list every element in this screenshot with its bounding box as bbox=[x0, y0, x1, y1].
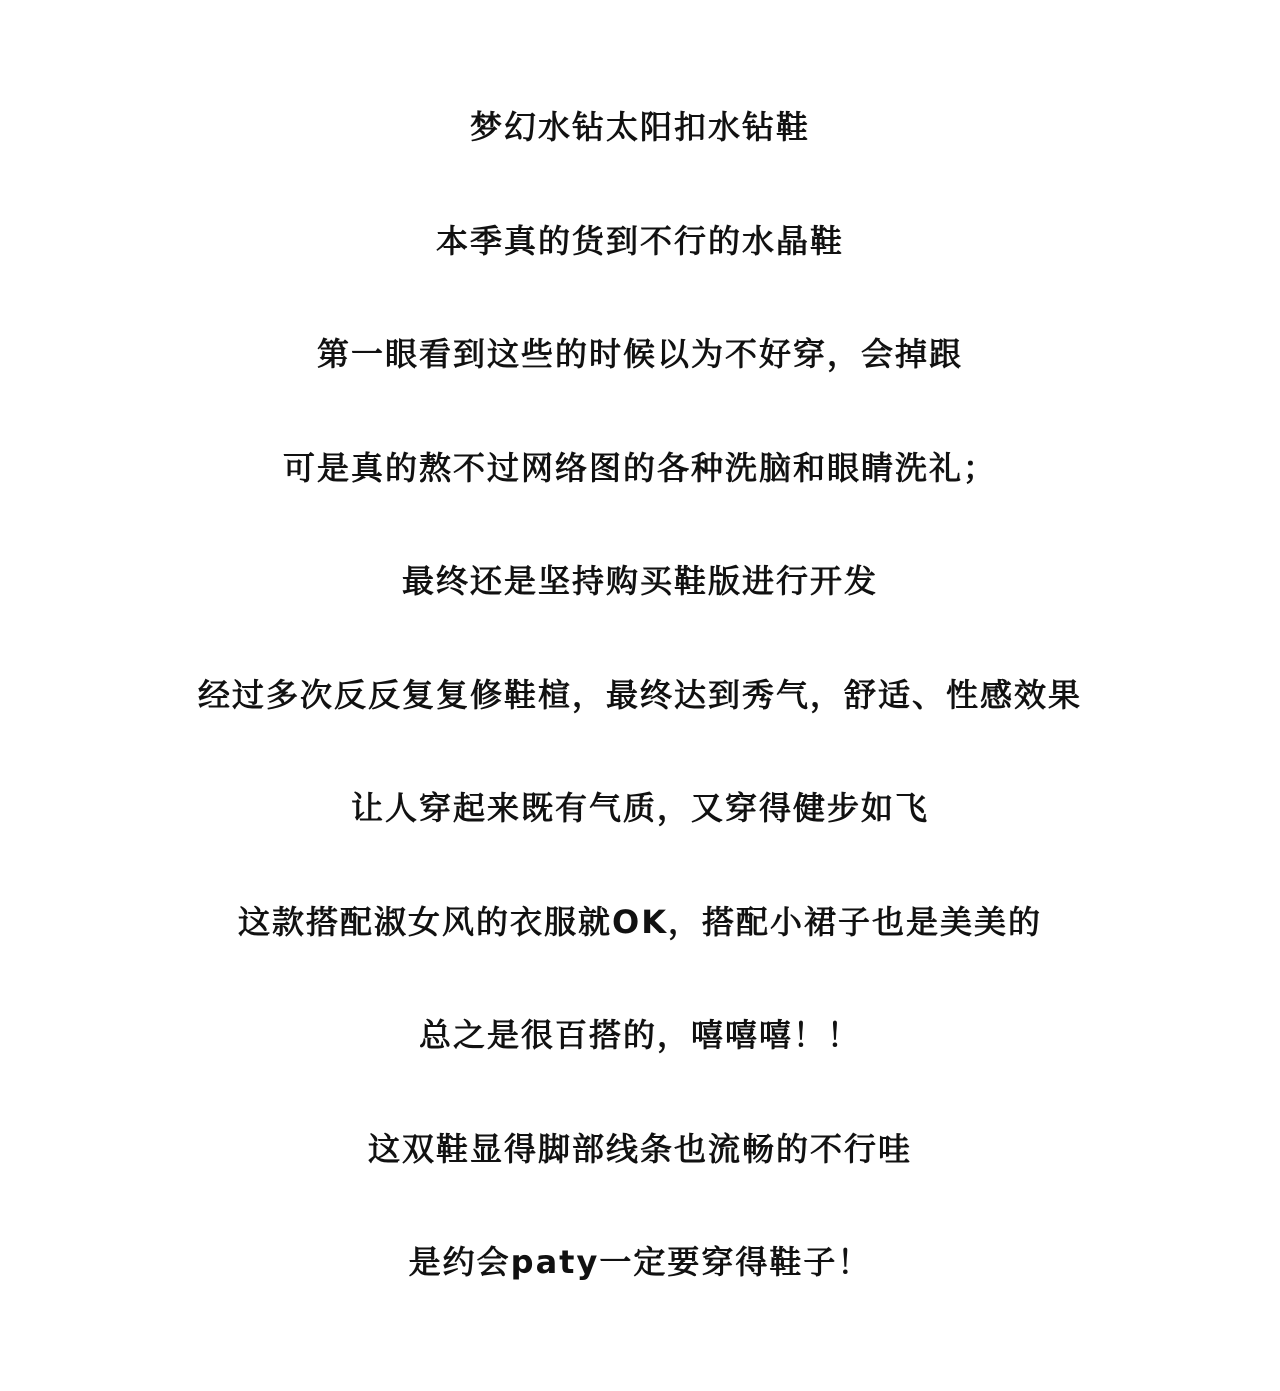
description-line: 这款搭配淑女风的衣服就OK，搭配小裙子也是美美的 bbox=[237, 902, 1042, 941]
description-line: 第一眼看到这些的时候以为不好穿，会掉跟 bbox=[316, 335, 963, 373]
description-line: 总之是很百搭的，嘻嘻嘻！！ bbox=[418, 1016, 861, 1054]
description-line: 这双鞋显得脚部线条也流畅的不行哇 bbox=[367, 1129, 912, 1168]
description-line: 最终还是坚持购买鞋版进行开发 bbox=[401, 562, 878, 600]
description-line: 是约会paty一定要穿得鞋子！ bbox=[408, 1243, 872, 1281]
description-line: 梦幻水钻太阳扣水钻鞋 bbox=[469, 108, 810, 146]
description-line: 可是真的熬不过网络图的各种洗脑和眼睛洗礼； bbox=[282, 448, 997, 487]
description-text-block bbox=[0, 100, 1280, 1349]
description-line: 本季真的货到不行的水晶鞋 bbox=[435, 221, 844, 260]
description-line: 让人穿起来既有气质，又穿得健步如飞 bbox=[350, 789, 929, 827]
description-line: 经过多次反反复复修鞋楦，最终达到秀气，舒适、性感效果 bbox=[197, 675, 1082, 714]
